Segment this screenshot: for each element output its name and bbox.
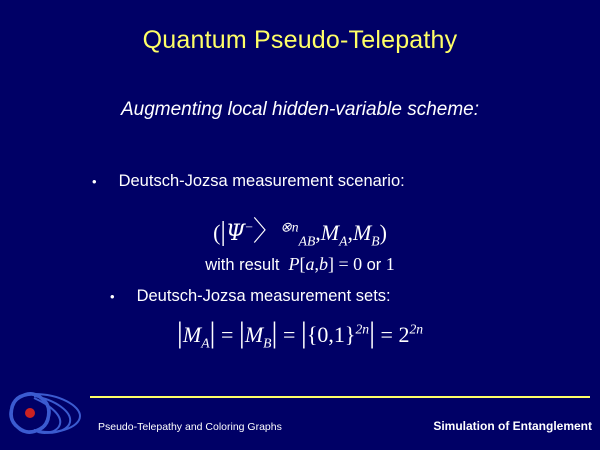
equals-sign-1: = <box>338 254 349 274</box>
m-b-symbol-2: M <box>244 322 264 347</box>
equals-sign-4: = <box>380 322 393 347</box>
atom-logo <box>8 386 92 442</box>
abs-bar-2-open: | <box>238 317 245 349</box>
result-exponent: 2n <box>409 321 424 337</box>
abs-bar-1-close: | <box>209 317 216 349</box>
m-a-subscript-2: A <box>201 335 210 351</box>
m-b-subscript-2: B <box>263 335 272 351</box>
tensor-power-exponent: ⊗n <box>280 219 299 235</box>
m-b-symbol: M <box>352 220 372 245</box>
comma-2: , <box>347 220 353 245</box>
bullet-item-1 <box>92 172 405 191</box>
footer-divider <box>90 396 590 398</box>
math-expression-state <box>0 208 600 249</box>
math-expression-sets <box>0 317 600 351</box>
m-a-subscript: A <box>339 233 348 249</box>
slide-subtitle: Augmenting local hidden-variable scheme: <box>120 99 480 120</box>
bracket-close: ] <box>327 254 334 274</box>
footer-left-label: Pseudo-Telepathy and Coloring Graphs <box>98 421 282 433</box>
comma-3: , <box>314 254 319 274</box>
bullet-label-2: Deutsch-Jozsa measurement sets: <box>136 287 391 306</box>
bullet-marker-icon: • <box>110 289 115 305</box>
m-a-symbol: M <box>320 220 340 245</box>
a-symbol: a <box>305 254 315 274</box>
math-open-paren: ( <box>213 220 221 245</box>
equals-sign-3: = <box>282 322 296 347</box>
abs-bar-3-close: | <box>369 317 376 349</box>
psi-symbol: Ψ <box>225 221 246 246</box>
or-label: or <box>366 256 382 274</box>
p-symbol: P <box>288 254 300 274</box>
comma-1: , <box>315 220 321 245</box>
ket-angle-right: 〉 <box>252 215 281 246</box>
zero-value: 0 <box>353 254 363 274</box>
footer-right-label: Simulation of Entanglement <box>433 419 592 433</box>
result-base: 2 <box>398 322 410 347</box>
ab-subscript: AB <box>298 233 316 249</box>
page-title: Quantum Pseudo-Telepathy <box>142 26 458 54</box>
binary-set-exponent: 2n <box>355 321 370 337</box>
abs-bar-2-close: | <box>271 317 278 349</box>
b-symbol: b <box>318 254 328 274</box>
bullet-label-1: Deutsch-Jozsa measurement scenario: <box>118 172 405 191</box>
equals-sign-2: = <box>220 322 234 347</box>
math-close-paren: ) <box>379 220 387 245</box>
ket-bar-left: | <box>220 215 226 246</box>
abs-bar-1-open: | <box>176 317 183 349</box>
bracket-open: [ <box>299 254 306 274</box>
math-expression-result <box>0 254 600 275</box>
binary-set: {0,1} <box>306 322 356 347</box>
abs-bar-3-open: | <box>300 317 307 349</box>
bullet-marker-icon: • <box>92 174 97 190</box>
with-result-label: with result <box>205 256 280 274</box>
one-value: 1 <box>385 254 395 274</box>
m-b-subscript: B <box>371 233 380 249</box>
m-a-symbol-2: M <box>182 322 202 347</box>
bullet-item-2 <box>110 287 391 306</box>
psi-superscript-minus: − <box>245 219 253 235</box>
